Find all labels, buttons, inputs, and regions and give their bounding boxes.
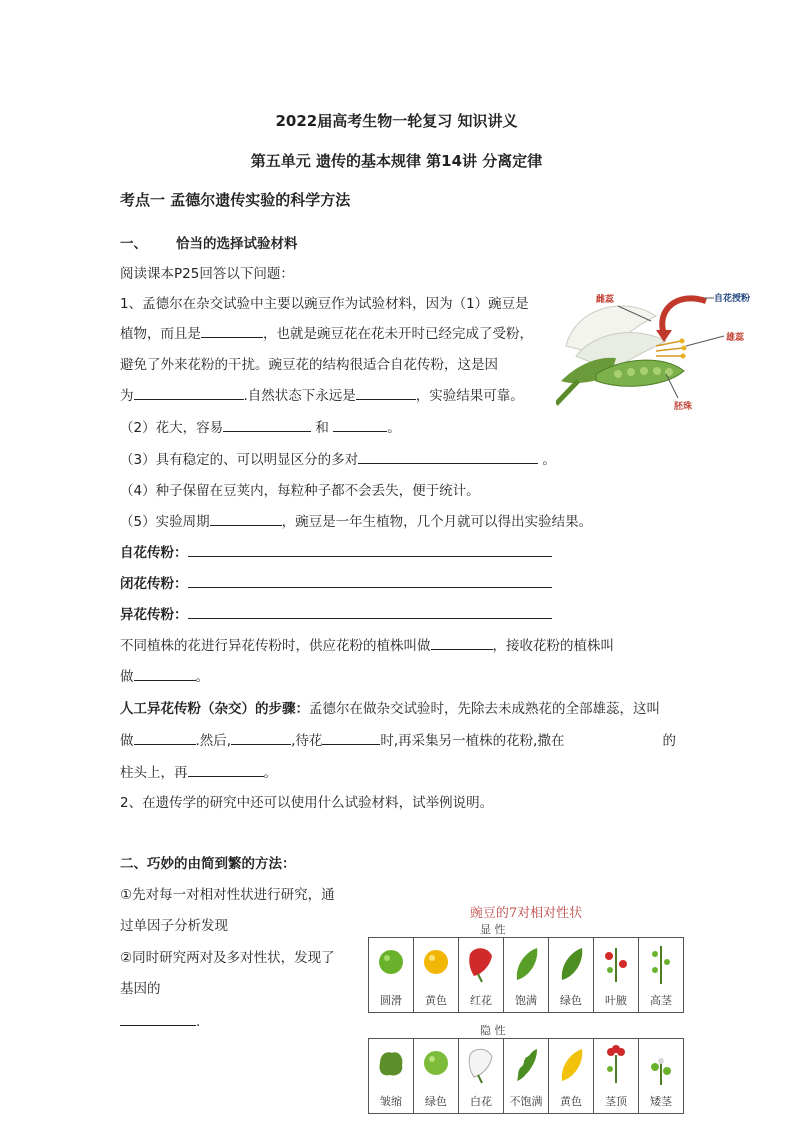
q3-line: （3）具有稳定的、可以明显区分的多对 。: [120, 448, 556, 468]
trait-cell: 绿色: [549, 938, 594, 1012]
closed-pollination-row: 闭花传粉：: [120, 572, 552, 592]
dwarf-stem-icon: [644, 1045, 678, 1085]
red-flower-icon: [464, 944, 498, 984]
q1-line-d: 为 .自然状态下永远是 ，实验结果可靠。: [120, 384, 524, 404]
section2-line-2: 过单因子分析发现: [120, 918, 228, 934]
artificial-line-c: 柱头上，再 。: [120, 761, 277, 781]
green-pod-icon: [554, 944, 588, 984]
label-pistil: 雌蕊: [596, 295, 615, 305]
subsection-title: 恰当的选择试验材料: [176, 236, 298, 252]
answer-line[interactable]: [188, 604, 552, 619]
document-title: 2022届高考生物一轮复习 知识讲义: [275, 112, 518, 130]
blank[interactable]: [333, 417, 387, 432]
q1-line-b: 植物，而且是 ，也就是豌豆花在花未开时已经完成了受粉，: [120, 322, 533, 342]
section2-line-4: 基因的: [120, 981, 161, 997]
round-pea-icon: [374, 944, 408, 984]
yellow-pod-icon: [554, 1045, 588, 1085]
terminal-flower-icon: [599, 1045, 633, 1085]
blank[interactable]: [134, 730, 196, 745]
blank[interactable]: [134, 666, 196, 681]
paragraph-1-line-a: 不同植株的花进行异花传粉时，供应花粉的植株叫做 ，接收花粉的植株叫: [120, 634, 614, 654]
q5-line: （5）实验周期 ，豌豆是一年生植物，几个月就可以得出实验结果。: [120, 510, 592, 530]
q2-line: （2）花大，容易 和 。: [120, 416, 401, 436]
section2-heading: 二、巧妙的由简到繁的方法：: [120, 856, 296, 872]
cross-pollination-row: 异花传粉：: [120, 603, 552, 623]
artificial-line-a: 人工异花传粉（杂交）的步骤：孟德尔在做杂交试验时，先除去未成熟花的全部雄蕊，这叫: [120, 701, 660, 717]
blank[interactable]: [356, 385, 416, 400]
section2-line-5: .: [120, 1011, 200, 1030]
trait-cell: 圆滑: [369, 938, 414, 1012]
axial-flower-icon: [599, 944, 633, 984]
trait-cell: 高茎: [639, 938, 683, 1012]
self-pollination-row: 自花传粉：: [120, 541, 552, 561]
pea-flower-illustration: [556, 286, 756, 416]
blank[interactable]: [431, 635, 493, 650]
blank[interactable]: [231, 730, 291, 745]
white-flower-icon: [464, 1045, 498, 1085]
tall-stem-icon: [644, 944, 678, 984]
blank[interactable]: [223, 417, 311, 432]
trait-cell: 红花: [459, 938, 504, 1012]
pea-traits-title: 豌豆的7对相对性状: [469, 906, 583, 921]
artificial-line-b: 做 .然后, ,待花 时,再采集另一植株的花粉,撒在 的: [120, 729, 676, 749]
wrinkled-pea-icon: [374, 1045, 408, 1085]
subsection-number: 一、: [120, 236, 147, 252]
label-self-pollination: 自花授粉: [714, 294, 751, 304]
section2-line-1: ①先对每一对相对性状进行研究，通: [120, 887, 335, 903]
answer-line[interactable]: [188, 542, 552, 557]
trait-cell: 矮茎: [639, 1039, 683, 1113]
trait-cell: 黄色: [549, 1039, 594, 1113]
trait-cell: 不饱满: [504, 1039, 549, 1113]
full-pod-icon: [509, 944, 543, 984]
trait-cell: 茎顶: [594, 1039, 639, 1113]
document-subtitle: 第五单元 遗传的基本规律 第14讲 分离定律: [250, 152, 543, 170]
blank[interactable]: [201, 323, 263, 338]
q1-line-c: 避免了外来花粉的干扰。豌豆花的结构很适合自花传粉，这是因: [120, 357, 498, 373]
answer-line[interactable]: [188, 573, 552, 588]
trait-cell: 白花: [459, 1039, 504, 1113]
blank[interactable]: [134, 385, 244, 400]
yellow-pea-icon: [419, 944, 453, 984]
intro-text: 阅读课本P25回答以下问题：: [120, 266, 294, 282]
section-heading: 考点一 孟德尔遗传实验的科学方法: [120, 191, 351, 209]
label-stamen: 雄蕊: [726, 333, 745, 343]
section2-line-3: ②同时研究两对及多对性状，发现了: [120, 950, 335, 966]
blank[interactable]: [210, 511, 282, 526]
dominant-label: 显 性: [480, 923, 506, 936]
paragraph-1-line-b: 做 。: [120, 665, 209, 685]
trait-cell: 皱缩: [369, 1039, 414, 1113]
q4-line: （4）种子保留在豆荚内，每粒种子都不会丢失，便于统计。: [120, 483, 480, 499]
trait-cell: 叶腋: [594, 938, 639, 1012]
dominant-traits-row: [368, 937, 684, 1013]
label-ovule: 胚珠: [674, 402, 693, 412]
blank[interactable]: [188, 762, 264, 777]
blank[interactable]: [322, 730, 380, 745]
recessive-label: 隐 性: [480, 1024, 506, 1037]
blank[interactable]: [358, 449, 538, 464]
pea-flower-figure: [556, 286, 756, 416]
q1-line-a: 1、孟德尔在杂交试验中主要以豌豆作为试验材料，因为（1）豌豆是: [120, 296, 529, 312]
trait-cell: 黄色: [414, 938, 459, 1012]
green-pea-icon: [419, 1045, 453, 1085]
recessive-traits-row: [368, 1038, 684, 1114]
trait-cell: 绿色: [414, 1039, 459, 1113]
blank[interactable]: [120, 1011, 196, 1026]
trait-cell: 饱满: [504, 938, 549, 1012]
question-2: 2、在遗传学的研究中还可以使用什么试验材料，试举例说明。: [120, 795, 494, 811]
constricted-pod-icon: [509, 1045, 543, 1085]
